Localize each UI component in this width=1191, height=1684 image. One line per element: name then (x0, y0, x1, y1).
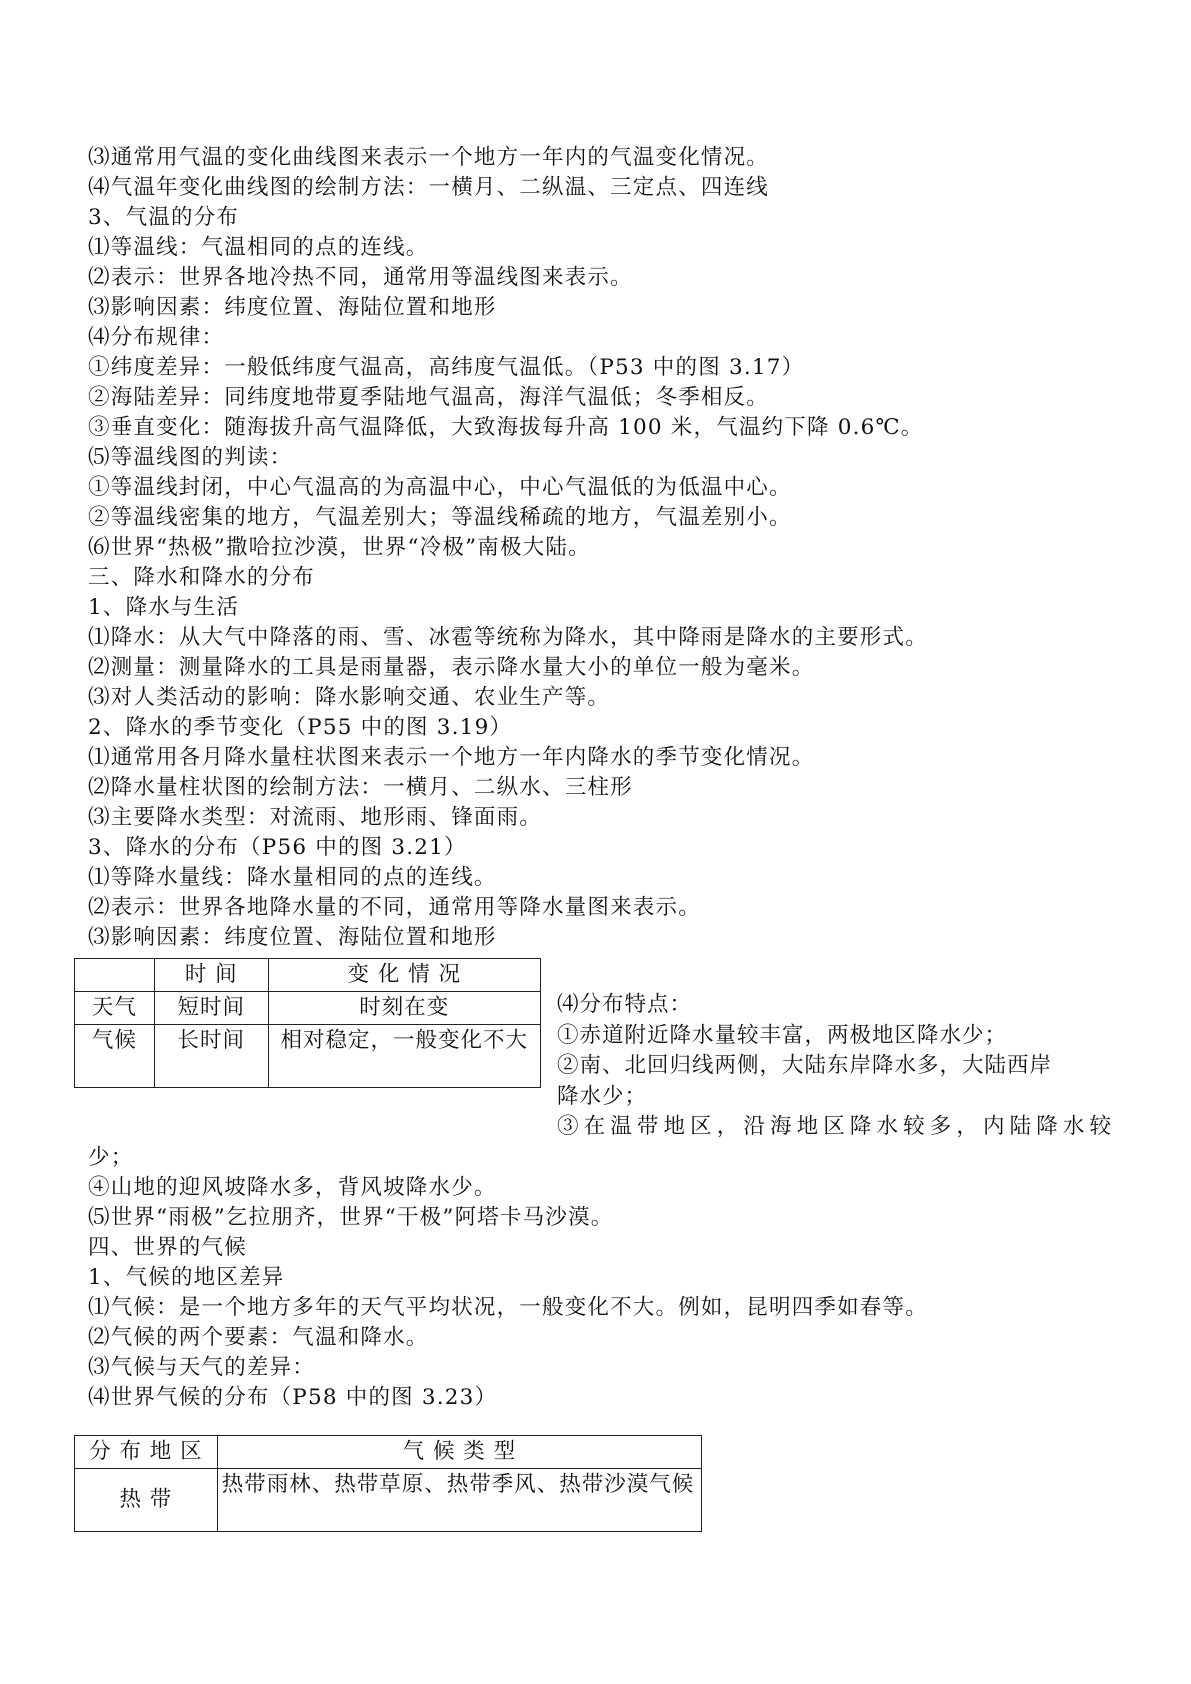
table-header-cell: 气 候 类 型 (217, 1436, 701, 1469)
text-line: ②等温线密集的地方，气温差别大；等温线稀疏的地方，气温差别小。 (88, 505, 792, 530)
section-heading: 2、降水的季节变化（P55 中的图 3.19） (88, 715, 513, 740)
text-line: ②海陆差异：同纬度地带夏季陆地气温高，海洋气温低；冬季相反。 (88, 385, 770, 410)
text-line: ③垂直变化：随海拔升高气温降低，大致海拔每升高 100 米，气温约下降 0.6℃。 (88, 415, 924, 440)
text-line: ⑵降水量柱状图的绘制方法：一横月、二纵水、三柱形 (88, 775, 633, 800)
table-row (75, 1469, 702, 1532)
table-cell: 天气 (75, 992, 155, 1025)
text-line: ⑷气温年变化曲线图的绘制方法：一横月、二纵温、三定点、四连线 (88, 175, 770, 200)
text-line: ⑶对人类活动的影响：降水影响交通、农业生产等。 (88, 685, 611, 710)
text-line: ⑶影响因素：纬度位置、海陆位置和地形 (88, 925, 497, 950)
text-line: ⑵表示：世界各地降水量的不同，通常用等降水量图来表示。 (88, 895, 701, 920)
text-line: ⑵测量：测量降水的工具是雨量器，表示降水量大小的单位一般为毫米。 (88, 655, 815, 680)
text-line: ⑶气候与天气的差异： (88, 1355, 316, 1380)
text-line: ①等温线封闭，中心气温高的为高温中心，中心气温低的为低温中心。 (88, 475, 792, 500)
text-line: ③在温带地区，沿海地区降水较多，内陆降水较 (557, 1114, 1112, 1139)
text-line: ⑷分布特点： (557, 992, 693, 1017)
text-line: ⑹世界“热极”撒哈拉沙漠，世界“冷极”南极大陆。 (88, 535, 591, 560)
table-header-cell (75, 959, 155, 992)
text-line: ⑵表示：世界各地冷热不同，通常用等温线图来表示。 (88, 265, 633, 290)
text-line: ⑴等温线：气温相同的点的连线。 (88, 235, 429, 260)
table-row (75, 992, 541, 1025)
text-line: ⑴降水：从大气中降落的雨、雪、冰雹等统称为降水，其中降雨是降水的主要形式。 (88, 625, 928, 650)
table-header-row (75, 1436, 702, 1469)
section-heading: 三、降水和降水的分布 (88, 565, 316, 590)
section-heading: 1、气候的地区差异 (88, 1265, 285, 1290)
table-cell: 短时间 (154, 992, 268, 1025)
table-cell: 热带雨林、热带草原、热带季风、热带沙漠气候 (217, 1469, 701, 1532)
text-line: ①赤道附近降水量较丰富，两极地区降水少； (557, 1022, 1008, 1048)
text-line: ⑴等降水量线：降水量相同的点的连线。 (88, 865, 497, 890)
text-line: ⑶主要降水类型：对流雨、地形雨、锋面雨。 (88, 805, 543, 830)
text-line: ⑷分布规律： (88, 325, 225, 350)
table-cell: 长时间 (154, 1025, 268, 1088)
table-header-row (75, 959, 541, 992)
weather-climate-table (74, 958, 541, 1088)
text-line: 降水少； (557, 1083, 648, 1109)
section-heading: 3、降水的分布（P56 中的图 3.21） (88, 835, 467, 860)
text-line: ④山地的迎风坡降水多，背风坡降水少。 (88, 1175, 497, 1200)
table-cell: 热 带 (75, 1469, 218, 1532)
text-line: ①纬度差异：一般低纬度气温高，高纬度气温低。（P53 中的图 3.17） (88, 355, 805, 380)
distribution-features-block (557, 990, 1112, 1143)
table-header-cell: 分 布 地 区 (75, 1436, 218, 1469)
table-header-cell: 变 化 情 况 (268, 959, 540, 992)
text-line: ⑴气候：是一个地方多年的天气平均状况，一般变化不大。例如，昆明四季如春等。 (88, 1295, 928, 1320)
text-line: ⑸等温线图的判读： (88, 445, 293, 470)
text-line: 少； (88, 1145, 134, 1170)
text-line: ⑷世界气候的分布（P58 中的图 3.23） (88, 1385, 498, 1410)
table-cell: 时刻在变 (268, 992, 540, 1025)
text-line: ⑵气候的两个要素：气温和降水。 (88, 1325, 429, 1350)
text-line: ⑶通常用气温的变化曲线图来表示一个地方一年内的气温变化情况。 (88, 145, 770, 170)
text-line: ⑶影响因素：纬度位置、海陆位置和地形 (88, 295, 497, 320)
climate-distribution-table (74, 1435, 702, 1532)
section-heading: 四、世界的气候 (88, 1235, 247, 1260)
table-header-cell: 时 间 (154, 959, 268, 992)
table-cell: 气候 (75, 1025, 155, 1088)
table-cell: 相对稳定，一般变化不大 (268, 1025, 540, 1088)
section-heading: 1、降水与生活 (88, 595, 240, 620)
text-line: ⑴通常用各月降水量柱状图来表示一个地方一年内降水的季节变化情况。 (88, 745, 815, 770)
table-row (75, 1025, 541, 1088)
text-line: ②南、北回归线两侧，大陆东岸降水多，大陆西岸 (557, 1053, 1053, 1078)
section-heading: 3、气温的分布 (88, 205, 240, 230)
text-line: ⑸世界“雨极”乞拉朋齐，世界“干极”阿塔卡马沙漠。 (88, 1205, 614, 1230)
